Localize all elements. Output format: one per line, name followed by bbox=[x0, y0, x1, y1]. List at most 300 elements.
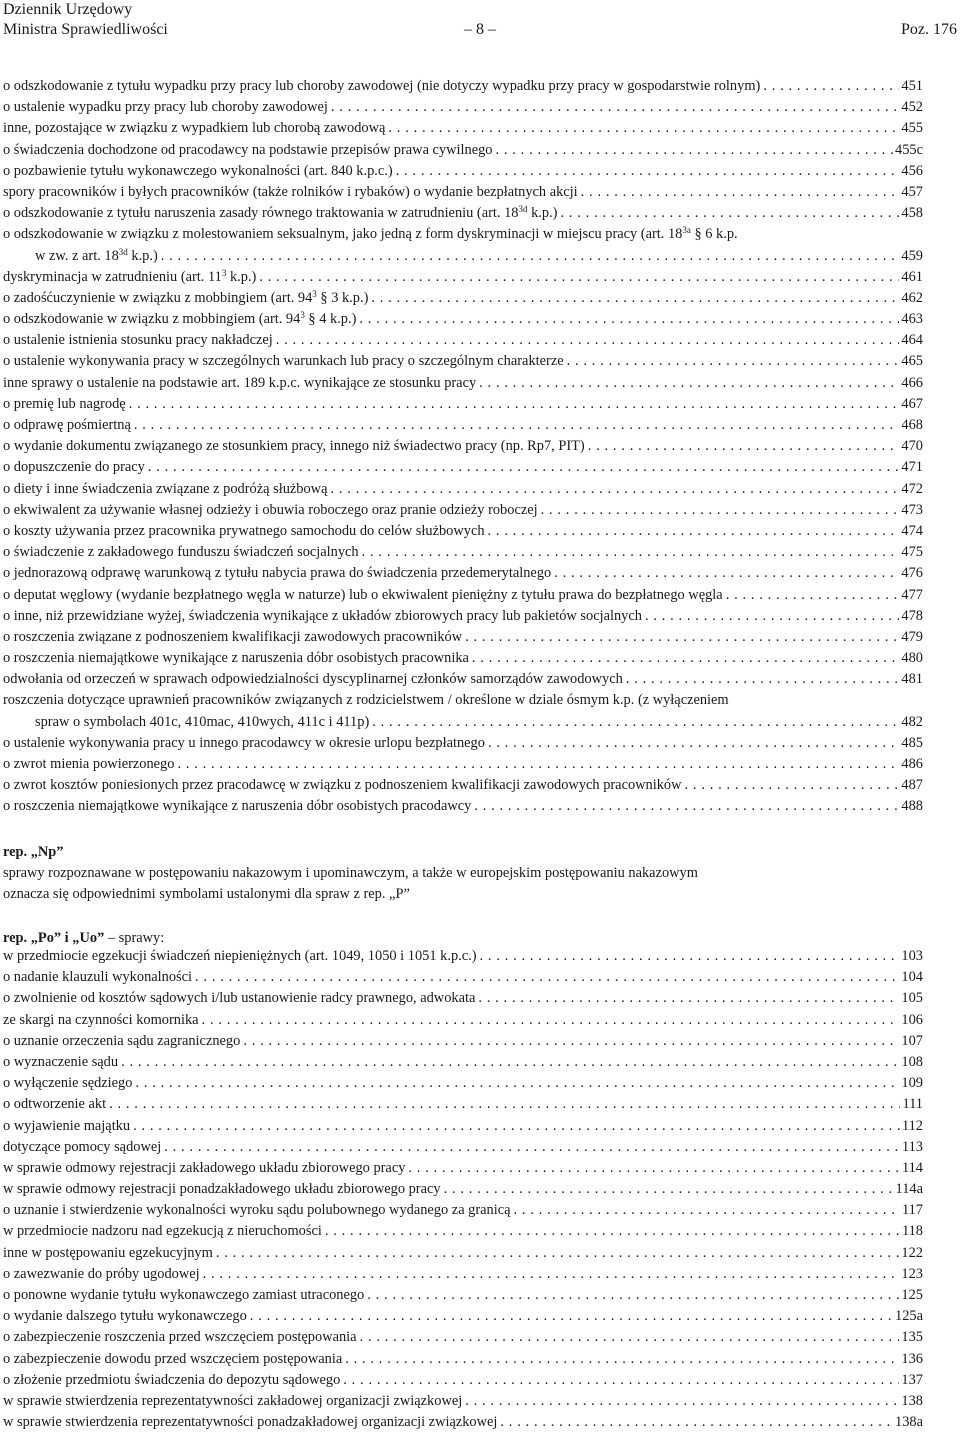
entry-text-part: w sprawie odmowy rejestracji zakładowego układu zbiorowego pracy bbox=[3, 1159, 406, 1176]
list-item bbox=[3, 1349, 923, 1370]
dot-leader bbox=[118, 1052, 899, 1073]
entry-text bbox=[3, 1391, 462, 1412]
entry-text bbox=[3, 203, 557, 224]
entry-text-part: w sprawie stwierdzenia reprezentatywności ponadzakładowej organizacji związkowej bbox=[3, 1414, 498, 1431]
list-item bbox=[3, 97, 923, 118]
entry-text-part: o uznanie i stwierdzenie wykonalności wyroku sądu polubownego wydanego za granicą bbox=[3, 1202, 511, 1219]
entry-text-part: o pozbawienie tytułu wykonawczego wykonalności (art. 840 k.p.c.) bbox=[3, 162, 393, 179]
entry-text bbox=[3, 733, 485, 754]
entry-text bbox=[3, 1179, 441, 1200]
entry-text bbox=[3, 1031, 240, 1052]
entry-text-part: § 6 k.p. bbox=[690, 226, 738, 243]
symbol-number: 113 bbox=[901, 1138, 923, 1155]
symbol-number: 138a bbox=[895, 1414, 923, 1431]
entry-text bbox=[3, 500, 538, 521]
dot-leader bbox=[585, 436, 900, 457]
list-item-continuation bbox=[3, 712, 923, 733]
symbol-number: 452 bbox=[901, 99, 923, 116]
entry-text bbox=[3, 1349, 342, 1370]
entry-text-part: o ustalenie istnienia stosunku pracy nakładczej bbox=[3, 332, 273, 349]
symbol-number: 475 bbox=[901, 544, 923, 561]
entry-text-part: o zabezpieczenie roszczenia przed wszczęciem postępowania bbox=[3, 1329, 357, 1346]
dot-leader bbox=[369, 712, 899, 733]
dot-leader bbox=[723, 585, 900, 606]
list-item-continuation bbox=[3, 246, 923, 267]
symbol-number: 482 bbox=[901, 713, 923, 730]
dot-leader bbox=[493, 140, 894, 161]
dot-leader bbox=[760, 76, 899, 97]
dot-leader bbox=[106, 1094, 900, 1115]
ministry-name: Ministra Sprawiedliwości bbox=[3, 21, 168, 38]
entry-text-part: o zwolnienie od kosztów sądowych i/lub ustanowienie radcy prawnego, adwokata bbox=[3, 990, 476, 1007]
superscript: 3d bbox=[118, 246, 128, 257]
symbol-number: 455c bbox=[895, 141, 923, 158]
symbol-number: 467 bbox=[901, 395, 923, 412]
entry-text bbox=[3, 97, 328, 118]
symbol-number: 480 bbox=[901, 650, 923, 667]
list-item bbox=[3, 733, 923, 754]
list-item bbox=[3, 1327, 923, 1348]
symbol-number: 477 bbox=[901, 586, 923, 603]
list-item bbox=[3, 140, 923, 161]
entry-text-continued bbox=[35, 712, 369, 733]
entry-text-part: o zadośćuczynienie w związku z mobbingiem (art. 94 bbox=[3, 289, 313, 306]
entry-text-part: o zawezwanie do próby ugodowej bbox=[3, 1265, 200, 1282]
rep-np-text-line-2: oznacza się odpowiednimi symbolami ustalonymi dla spraw z rep. „P” bbox=[3, 886, 410, 903]
entry-text-part: ze skargi na czynności komornika bbox=[3, 1011, 199, 1028]
list-item bbox=[3, 754, 923, 775]
dot-leader bbox=[340, 1370, 899, 1391]
dot-leader bbox=[256, 267, 899, 288]
dot-leader bbox=[199, 1010, 900, 1031]
entry-text-part: o świadczenia dochodzone od pracodawcy na podstawie przepisów prawa cywilnego bbox=[3, 141, 493, 158]
dot-leader bbox=[247, 1306, 893, 1327]
entry-text-part: odwołania od orzeczeń w sprawach odpowiedzialności dyscyplinarnej członków samorządów zawodowych bbox=[3, 671, 623, 688]
dot-leader bbox=[538, 500, 900, 521]
position-number: Poz. 176 bbox=[901, 21, 957, 38]
entry-text bbox=[3, 118, 385, 139]
list-item bbox=[3, 775, 923, 796]
symbol-number: 118 bbox=[901, 1223, 923, 1240]
list-item bbox=[3, 351, 923, 372]
dot-leader bbox=[273, 330, 900, 351]
list-item bbox=[3, 669, 923, 690]
symbol-number: 106 bbox=[901, 1011, 923, 1028]
symbol-number: 109 bbox=[901, 1075, 923, 1092]
entry-text-part: w sprawie odmowy rejestracji ponadzakładowego układu zbiorowego pracy bbox=[3, 1181, 441, 1198]
entry-text-part: w zw. z art. 18 bbox=[35, 247, 119, 264]
case-symbol-list-po-uo bbox=[3, 946, 923, 1433]
list-item bbox=[3, 1243, 923, 1264]
dot-leader bbox=[130, 1116, 900, 1137]
entry-text-part: o zabezpieczenie dowodu przed wszczęciem postępowania bbox=[3, 1350, 343, 1367]
rep-np-section bbox=[3, 842, 923, 906]
symbol-number: 114a bbox=[895, 1181, 923, 1198]
entry-text-part: o roszczenia niemajątkowe wynikające z naruszenia dóbr osobistych pracodawcy bbox=[3, 798, 472, 815]
dot-leader bbox=[161, 1137, 900, 1158]
entry-text-part: o dopuszczenie do pracy bbox=[3, 459, 145, 476]
symbol-number: 476 bbox=[901, 565, 923, 582]
dot-leader bbox=[359, 542, 900, 563]
entry-text bbox=[3, 415, 131, 436]
entry-text-part: roszczenia dotyczące uprawnień pracowników związanych z rodzicielstwem / określone w dziale ósmym k.p. (z wyłączeniem bbox=[3, 692, 729, 709]
symbol-number: 463 bbox=[901, 311, 923, 328]
entry-text-part: o zwrot mienia powierzonego bbox=[3, 756, 175, 772]
entry-text-part: o wyznaczenie sądu bbox=[3, 1053, 119, 1070]
list-item bbox=[3, 627, 923, 648]
entry-text-part: o ustalenie wypadku przy pracy lub choroby zawodowej bbox=[3, 99, 328, 116]
symbol-number: 104 bbox=[901, 969, 923, 986]
list-item bbox=[3, 224, 923, 245]
list-item bbox=[3, 118, 923, 139]
entry-text-part: o ustalenie wykonywania pracy u innego pracodawcy w okresie urlopu bezpłatnego bbox=[3, 734, 485, 751]
dot-leader bbox=[578, 182, 900, 203]
list-item bbox=[3, 309, 923, 330]
entry-text-part: o złożenie przedmiotu świadczenia do depozytu sądowego bbox=[3, 1371, 341, 1388]
entry-text bbox=[3, 1137, 161, 1158]
list-item bbox=[3, 394, 923, 415]
entry-text bbox=[3, 1116, 130, 1137]
entry-text bbox=[3, 1073, 132, 1094]
entry-text-part: inne, pozostające w związku z wypadkiem lub chorobą zawodową bbox=[3, 120, 386, 137]
list-item bbox=[3, 1412, 923, 1433]
symbol-number: 103 bbox=[901, 948, 923, 964]
symbol-number: 471 bbox=[901, 459, 923, 476]
dot-leader bbox=[357, 1327, 900, 1348]
symbol-number: 117 bbox=[901, 1202, 923, 1219]
dot-leader bbox=[200, 1264, 900, 1285]
list-item bbox=[3, 648, 923, 669]
list-item bbox=[3, 161, 923, 182]
list-item bbox=[3, 288, 923, 309]
list-item bbox=[3, 436, 923, 457]
entry-text bbox=[3, 606, 642, 627]
entry-text bbox=[3, 76, 760, 97]
entry-text bbox=[3, 1306, 247, 1327]
dot-leader bbox=[158, 246, 900, 267]
list-item bbox=[3, 330, 923, 351]
symbol-number: 466 bbox=[901, 374, 923, 391]
dot-leader bbox=[328, 97, 900, 118]
symbol-number: 485 bbox=[901, 734, 923, 751]
symbol-number: 137 bbox=[901, 1371, 923, 1388]
entry-text bbox=[3, 161, 393, 182]
entry-text bbox=[3, 627, 462, 648]
dot-leader bbox=[564, 351, 900, 372]
list-item bbox=[3, 1221, 923, 1242]
symbol-number: 136 bbox=[901, 1350, 923, 1367]
entry-text bbox=[3, 394, 126, 415]
symbol-number: 458 bbox=[901, 205, 923, 222]
symbol-number: 464 bbox=[901, 332, 923, 349]
entry-text bbox=[3, 226, 738, 242]
entry-text-continued bbox=[35, 246, 158, 267]
symbol-number: 112 bbox=[901, 1117, 923, 1134]
entry-text-part: w przedmiocie egzekucji świadczeń niepieniężnych (art. 1049, 1050 i 1051 k.p.c.) bbox=[3, 948, 477, 964]
rep-np-text-line-1: sprawy rozpoznawane w postępowaniu nakazowym i upominawczym, a także w europejskim postępowaniu nakazowym bbox=[3, 865, 698, 882]
dot-leader bbox=[174, 754, 899, 775]
dot-leader bbox=[327, 479, 899, 500]
entry-text bbox=[3, 521, 485, 542]
dot-leader bbox=[126, 394, 900, 415]
entry-text bbox=[3, 1158, 405, 1179]
dot-leader bbox=[462, 1391, 899, 1412]
dot-leader bbox=[462, 627, 899, 648]
symbol-number: 461 bbox=[901, 268, 923, 285]
entry-text-part: inne w postępowaniu egzekucyjnym bbox=[3, 1244, 213, 1261]
list-item bbox=[3, 1370, 923, 1391]
symbol-number: 465 bbox=[901, 353, 923, 370]
dot-leader bbox=[557, 203, 899, 224]
entry-text-part: dotyczące pomocy sądowej bbox=[3, 1138, 162, 1155]
entry-text bbox=[3, 946, 477, 967]
dot-leader bbox=[511, 1200, 900, 1221]
entry-text bbox=[3, 1412, 497, 1433]
entry-text bbox=[3, 1243, 213, 1264]
symbol-number: 107 bbox=[901, 1032, 923, 1049]
entry-text-part: k.p.) bbox=[127, 247, 158, 264]
list-item bbox=[3, 1137, 923, 1158]
entry-text bbox=[3, 988, 475, 1009]
list-item bbox=[3, 373, 923, 394]
list-item bbox=[3, 690, 923, 711]
entry-text-part: o zwrot kosztów poniesionych przez pracodawcę w związku z podnoszeniem kwalifikacji zawodowych pracowników bbox=[3, 777, 682, 794]
symbol-number: 486 bbox=[901, 756, 923, 772]
list-item bbox=[3, 1285, 923, 1306]
entry-text bbox=[3, 563, 551, 584]
entry-text-part: o wyłączenie sędziego bbox=[3, 1075, 133, 1092]
entry-text-part: o świadczenie z zakładowego funduszu świadczeń socjalnych bbox=[3, 544, 359, 561]
list-item bbox=[3, 182, 923, 203]
case-symbol-list-p bbox=[3, 76, 923, 818]
entry-text bbox=[3, 1094, 106, 1115]
entry-text-part: o nadanie klauzuli wykonalności bbox=[3, 969, 193, 986]
list-item bbox=[3, 500, 923, 521]
list-item bbox=[3, 415, 923, 436]
entry-text bbox=[3, 1264, 200, 1285]
list-item bbox=[3, 267, 923, 288]
entry-text-part: o odszkodowanie w związku z molestowaniem seksualnym, jako jedną z form dyskryminacji w miejscu pracy (art. 18 bbox=[3, 226, 683, 243]
entry-text bbox=[3, 754, 174, 775]
entry-text-part: k.p.) bbox=[527, 205, 558, 222]
superscript: 3 bbox=[312, 288, 317, 299]
entry-text bbox=[3, 267, 256, 288]
symbol-number: 487 bbox=[901, 777, 923, 794]
symbol-number: 122 bbox=[901, 1244, 923, 1261]
list-item bbox=[3, 988, 923, 1009]
symbol-number: 470 bbox=[901, 438, 923, 455]
entry-text-part: o premię lub nagrodę bbox=[3, 395, 126, 412]
list-item bbox=[3, 1306, 923, 1327]
entry-text-part: spory pracowników i byłych pracowników (także rolników i rybaków) o wydanie bezpłatnych akcji bbox=[3, 183, 578, 200]
dot-leader bbox=[405, 1158, 900, 1179]
list-item bbox=[3, 1391, 923, 1412]
entry-text bbox=[3, 373, 476, 394]
symbol-number: 479 bbox=[901, 628, 923, 645]
entry-text-part: w przedmiocie nadzoru nad egzekucją z nieruchomości bbox=[3, 1223, 322, 1240]
entry-text bbox=[3, 1221, 322, 1242]
entry-text bbox=[3, 436, 585, 457]
entry-text-part: o odszkodowanie w związku z mobbingiem (art. 94 bbox=[3, 311, 301, 328]
entry-text bbox=[3, 542, 359, 563]
list-item bbox=[3, 1031, 923, 1052]
list-item bbox=[3, 1158, 923, 1179]
entry-text-part: o wydanie dokumentu związanego ze stosunkiem pracy, innego niż świadectwo pracy (np. Rp7, PIT) bbox=[3, 438, 585, 455]
entry-text-part: o wyjawienie majątku bbox=[3, 1117, 131, 1134]
list-item bbox=[3, 946, 923, 967]
symbol-number: 468 bbox=[901, 417, 923, 433]
entry-text-part: w sprawie stwierdzenia reprezentatywności zakładowej organizacji związkowej bbox=[3, 1392, 463, 1409]
entry-text bbox=[3, 648, 469, 669]
symbol-number: 451 bbox=[901, 78, 923, 94]
list-item bbox=[3, 1264, 923, 1285]
entry-text-part: o roszczenia niemajątkowe wynikające z naruszenia dóbr osobistych pracownika bbox=[3, 650, 469, 667]
dot-leader bbox=[485, 733, 899, 754]
entry-text-part: o odtworzenie akt bbox=[3, 1096, 107, 1113]
dot-leader bbox=[471, 796, 899, 817]
symbol-number: 474 bbox=[901, 522, 923, 539]
symbol-number: 125 bbox=[901, 1287, 923, 1303]
list-item bbox=[3, 457, 923, 478]
dot-leader bbox=[476, 373, 899, 394]
entry-text-part: inne sprawy o ustalenie na podstawie art. 189 k.p.c. wynikające ze stosunku pracy bbox=[3, 374, 477, 391]
dot-leader bbox=[192, 967, 899, 988]
symbol-number: 462 bbox=[901, 289, 923, 306]
symbol-number: 123 bbox=[901, 1265, 923, 1282]
entry-text-part: o ustalenie wykonywania pracy w szczególnych warunkach lub pracy o szczególnym charakterze bbox=[3, 353, 564, 370]
superscript: 3 bbox=[300, 310, 305, 321]
dot-leader bbox=[441, 1179, 894, 1200]
page-header bbox=[0, 0, 960, 44]
entry-text-part: o koszty używania przez pracownika prywatnego samochodu do celów służbowych bbox=[3, 522, 485, 539]
entry-text bbox=[3, 775, 682, 796]
list-item bbox=[3, 606, 923, 627]
list-item bbox=[3, 1200, 923, 1221]
symbol-number: 478 bbox=[901, 607, 923, 624]
rep-po-uo-heading-suffix: – sprawy: bbox=[104, 930, 165, 946]
symbol-number: 472 bbox=[901, 480, 923, 497]
list-item bbox=[3, 1052, 923, 1073]
dot-leader bbox=[342, 1349, 899, 1370]
dot-leader bbox=[213, 1243, 900, 1264]
entry-text bbox=[3, 140, 493, 161]
journal-title: Dziennik Urzędowy bbox=[3, 1, 133, 18]
dot-leader bbox=[682, 775, 900, 796]
dot-leader bbox=[131, 415, 900, 436]
entry-text bbox=[3, 1285, 364, 1306]
dot-leader bbox=[497, 1412, 893, 1433]
entry-text bbox=[3, 1010, 199, 1031]
entry-text bbox=[3, 692, 729, 708]
entry-text-part: o ponowne wydanie tytułu wykonawczego zamiast utraconego bbox=[3, 1287, 365, 1303]
entry-text bbox=[3, 457, 145, 478]
list-item bbox=[3, 542, 923, 563]
entry-text-part: o jednorazową odprawę warunkową z tytułu nabycia prawa do świadczenia przedemerytalnego bbox=[3, 565, 552, 582]
entry-text bbox=[3, 182, 578, 203]
symbol-number: 481 bbox=[901, 671, 923, 688]
entry-text bbox=[3, 1052, 118, 1073]
entry-text bbox=[3, 309, 356, 330]
rep-np-heading: rep. „Np” bbox=[3, 844, 64, 860]
entry-text bbox=[3, 351, 564, 372]
entry-text-part: o uznanie orzeczenia sądu zagranicznego bbox=[3, 1032, 241, 1049]
list-item bbox=[3, 967, 923, 988]
entry-text bbox=[3, 796, 471, 817]
entry-text bbox=[3, 669, 623, 690]
symbol-number: 125a bbox=[895, 1308, 923, 1325]
entry-text-part: o odprawę pośmiertną bbox=[3, 417, 131, 433]
list-item bbox=[3, 76, 923, 97]
entry-text-part: o roszczenia związane z podnoszeniem kwalifikacji zawodowych pracowników bbox=[3, 628, 463, 645]
entry-text-part: k.p.) bbox=[226, 268, 257, 285]
dot-leader bbox=[485, 521, 900, 542]
entry-text-part: o inne, niż przewidziane wyżej, świadczenia wynikające z układów zbiorowych pracy lub pakietów socjalnych bbox=[3, 607, 642, 624]
entry-text bbox=[3, 585, 723, 606]
superscript: 3a bbox=[682, 225, 691, 236]
entry-text-part: o deputat węglowy (wydanie bezpłatnego węgla w naturze) lub o ekwiwalent pieniężny z tytułu prawa do bezpłatnego węgla bbox=[3, 586, 723, 603]
dot-leader bbox=[385, 118, 899, 139]
symbol-number: 457 bbox=[901, 183, 923, 200]
dot-leader bbox=[240, 1031, 899, 1052]
dot-leader bbox=[469, 648, 899, 669]
entry-text-part: spraw o symbolach 401c, 410mac, 410wych, 411c i 411p) bbox=[35, 713, 370, 730]
page-number: – 8 – bbox=[464, 21, 496, 38]
symbol-number: 455 bbox=[901, 120, 923, 137]
list-item bbox=[3, 1010, 923, 1031]
rep-po-uo-heading: rep. „Po” i „Uo” bbox=[3, 930, 105, 946]
list-item bbox=[3, 1073, 923, 1094]
entry-text bbox=[3, 967, 192, 988]
entry-text-part: o wydanie dalszego tytułu wykonawczego bbox=[3, 1308, 247, 1325]
dot-leader bbox=[623, 669, 900, 690]
list-item bbox=[3, 479, 923, 500]
symbol-number: 488 bbox=[901, 798, 923, 815]
symbol-number: 456 bbox=[901, 162, 923, 179]
list-item bbox=[3, 521, 923, 542]
list-item bbox=[3, 1116, 923, 1137]
dot-leader bbox=[475, 988, 899, 1009]
dot-leader bbox=[642, 606, 899, 627]
entry-text bbox=[3, 288, 368, 309]
list-item bbox=[3, 796, 923, 817]
entry-text bbox=[3, 1327, 357, 1348]
symbol-number: 114 bbox=[901, 1159, 923, 1176]
entry-text-part: o odszkodowanie z tytułu wypadku przy pracy lub choroby zawodowej (nie dotyczy wypadku przy pracy w gospodarstwie rolnym) bbox=[3, 78, 761, 94]
symbol-number: 135 bbox=[901, 1329, 923, 1346]
symbol-number: 138 bbox=[901, 1392, 923, 1409]
entry-text bbox=[3, 1200, 511, 1221]
list-item bbox=[3, 1094, 923, 1115]
symbol-number: 105 bbox=[901, 990, 923, 1007]
dot-leader bbox=[368, 288, 899, 309]
symbol-number: 459 bbox=[901, 247, 923, 264]
list-item bbox=[3, 585, 923, 606]
dot-leader bbox=[364, 1285, 899, 1306]
dot-leader bbox=[322, 1221, 900, 1242]
symbol-number: 111 bbox=[902, 1096, 923, 1113]
entry-text bbox=[3, 330, 273, 351]
dot-leader bbox=[551, 563, 899, 584]
list-item bbox=[3, 203, 923, 224]
dot-leader bbox=[477, 946, 900, 967]
entry-text-part: § 4 k.p.) bbox=[304, 311, 357, 328]
entry-text bbox=[3, 479, 327, 500]
dot-leader bbox=[356, 309, 899, 330]
entry-text-part: § 3 k.p.) bbox=[316, 289, 369, 306]
entry-text-part: dyskryminacja w zatrudnieniu (art. 11 bbox=[3, 268, 222, 285]
symbol-number: 473 bbox=[901, 501, 923, 518]
list-item bbox=[3, 563, 923, 584]
